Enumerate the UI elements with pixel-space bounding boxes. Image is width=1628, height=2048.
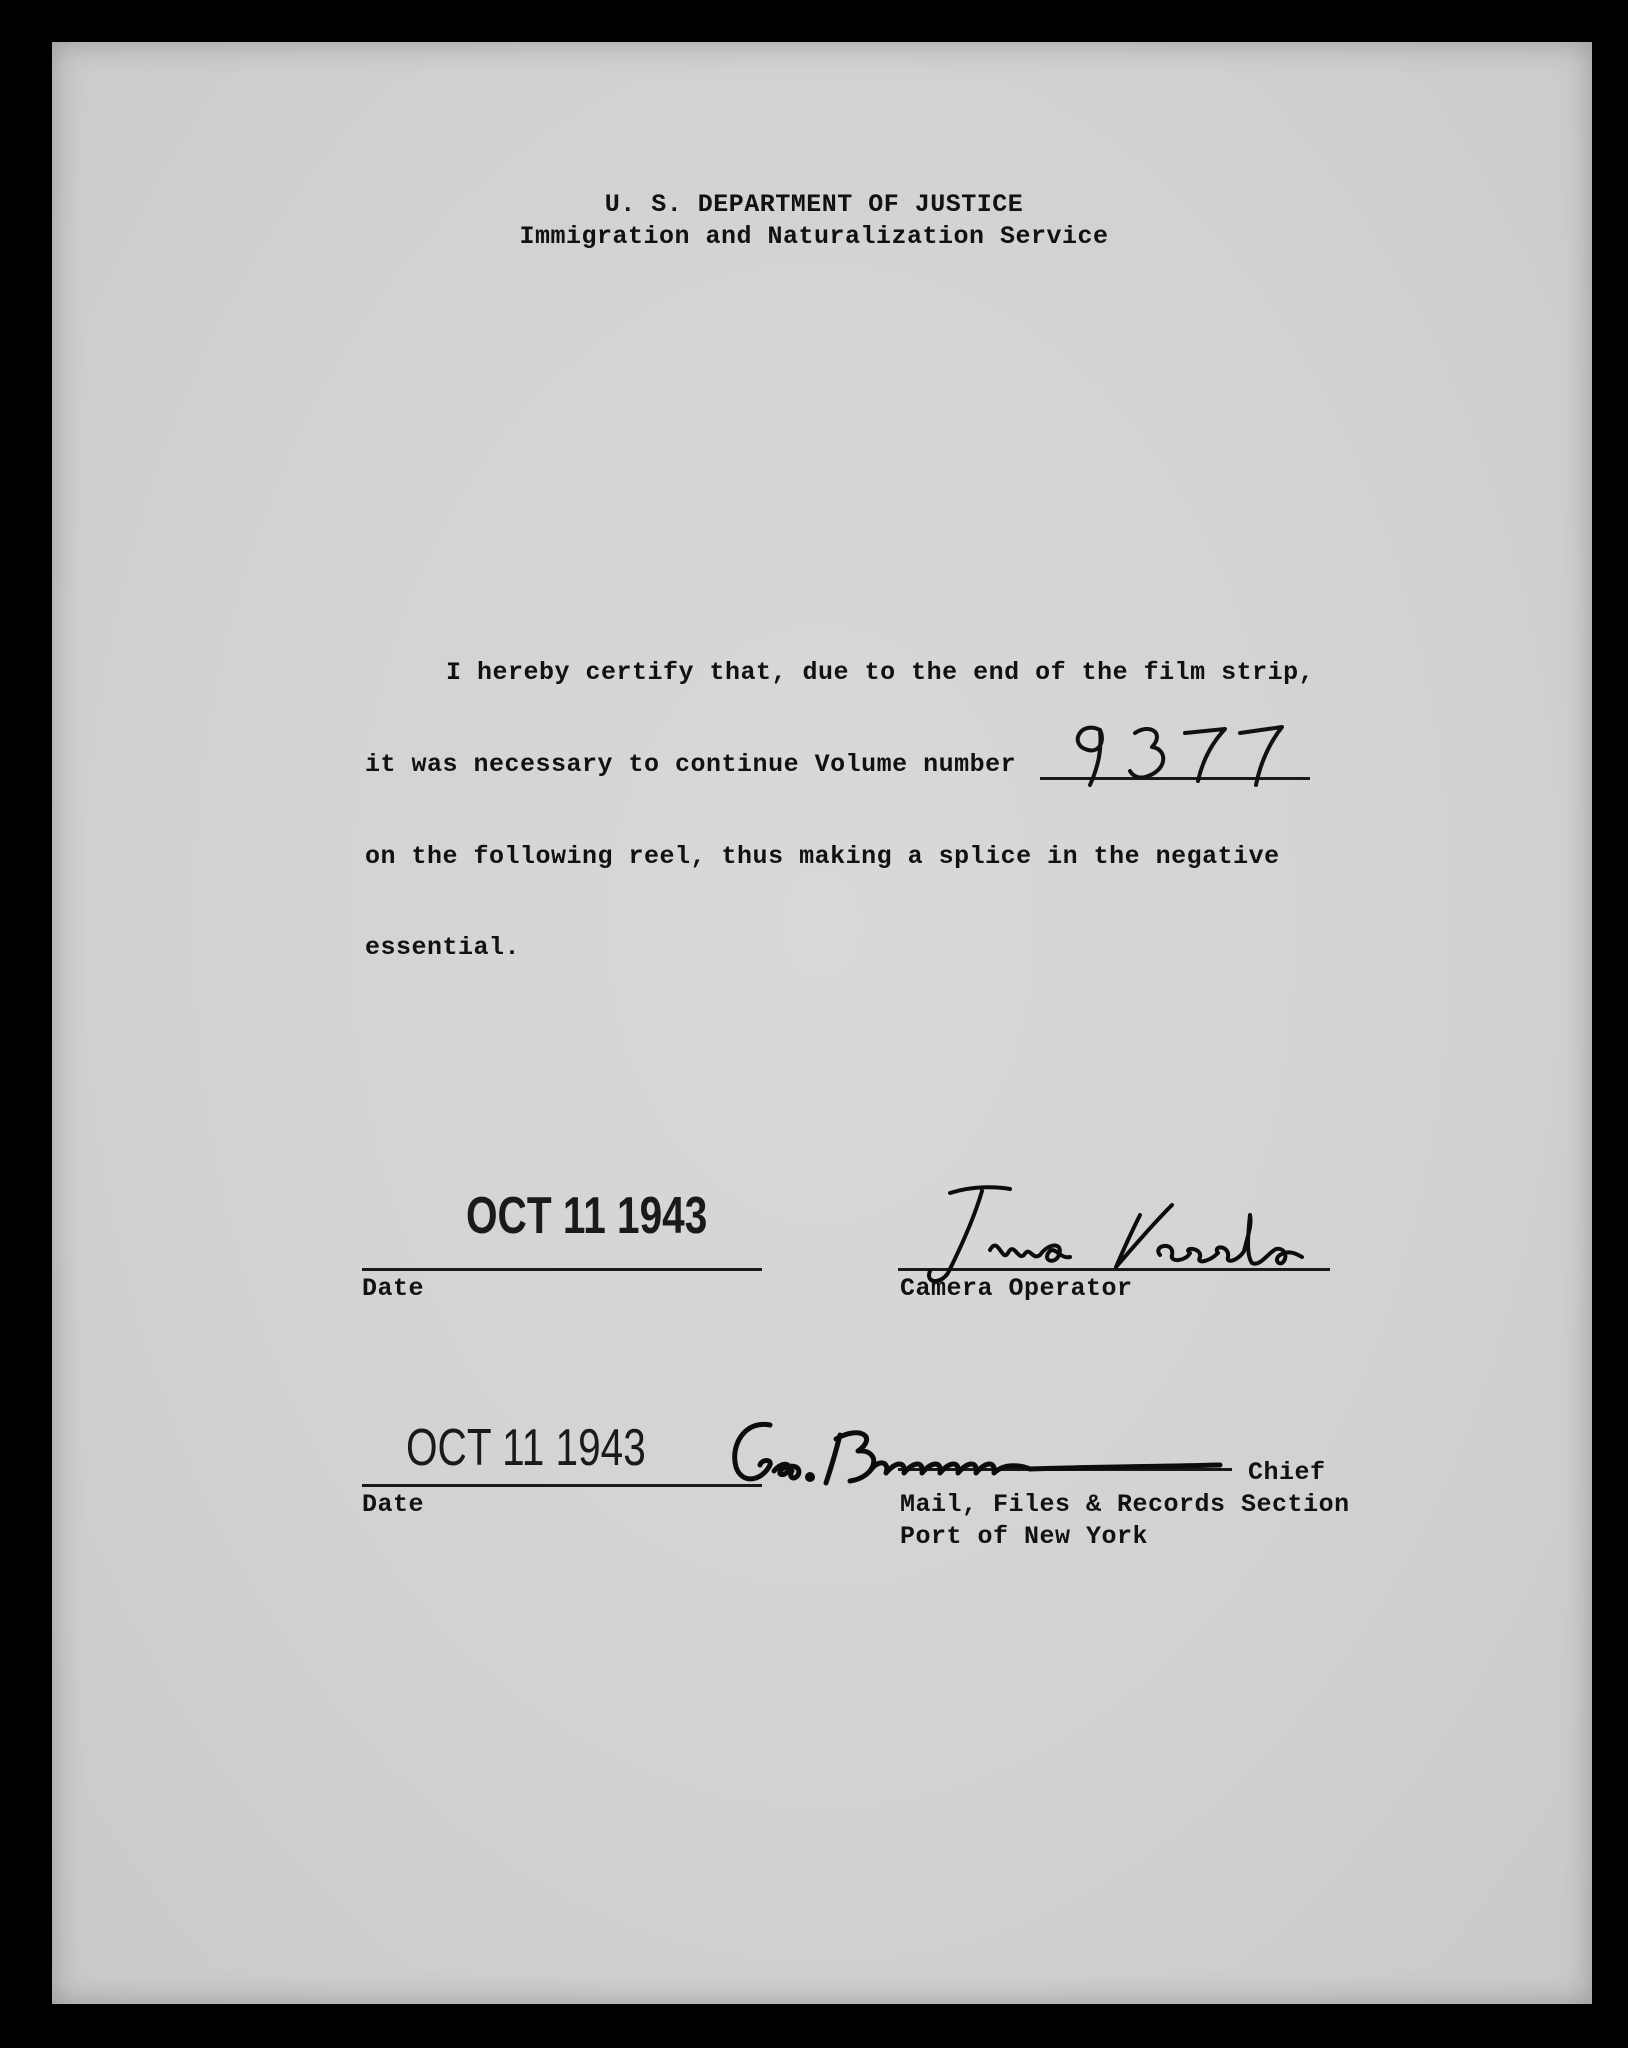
port-label: Port of New York — [900, 1522, 1149, 1551]
date-label-1: Date — [362, 1274, 425, 1303]
mail-files-records-label: Mail, Files & Records Section — [900, 1490, 1350, 1519]
date-stamp-2: OCT 11 1943 — [406, 1419, 646, 1477]
date-stamp-1: OCT 11 1943 — [466, 1187, 708, 1245]
certificate-line-1: I hereby certify that, due to the end of the film strip, — [446, 658, 1315, 687]
agency-title: U. S. DEPARTMENT OF JUSTICE — [604, 190, 1024, 219]
volume-number-handwriting — [1060, 705, 1300, 795]
certificate-line-2: it was necessary to continue Volume number — [365, 750, 1017, 779]
document-page — [52, 42, 1592, 2004]
chief-label: Chief — [1248, 1458, 1326, 1487]
certificate-line-3: on the following reel, thus making a splice in the negative — [365, 842, 1280, 871]
date-label-2: Date — [362, 1490, 425, 1519]
date-line-1 — [362, 1268, 762, 1271]
certificate-line-4: essential. — [365, 933, 521, 962]
camera-operator-label: Camera Operator — [900, 1274, 1133, 1303]
agency-subtitle: Immigration and Naturalization Service — [519, 222, 1109, 251]
